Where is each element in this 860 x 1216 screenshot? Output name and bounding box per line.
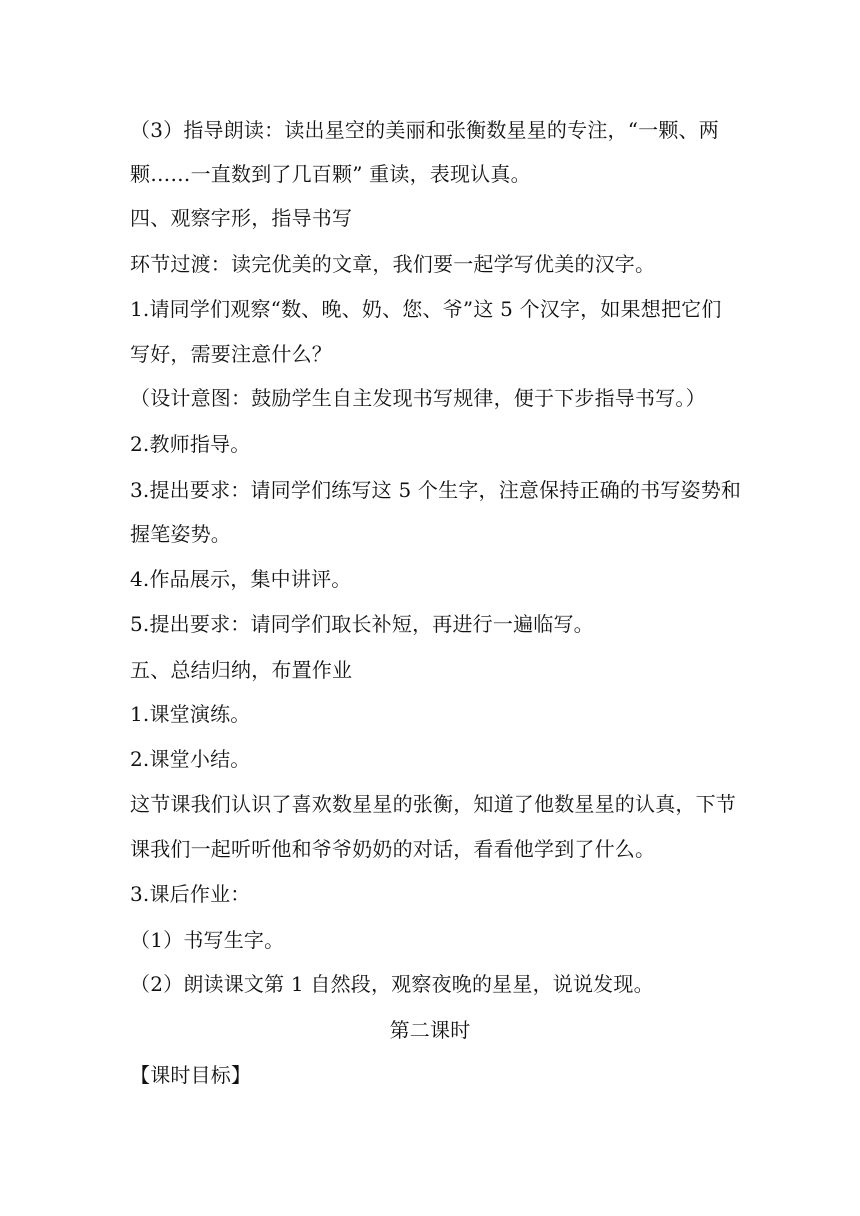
design-intent-note: （设计意图：鼓励学生自主发现书写规律，便于下步指导书写。）	[130, 386, 706, 410]
paragraph-guided-reading-2: 颗……一直数到了几百颗” 重读，表现认真。	[130, 162, 531, 186]
paragraph-transition: 环节过渡：读完优美的文章，我们要一起学写优美的汉字。	[130, 252, 656, 276]
paragraph-guided-reading-1: （3）指导朗读：读出星空的美丽和张衡数星星的专注，“一颗、两	[130, 118, 719, 142]
list-item-homework: 3.课后作业：	[130, 882, 251, 906]
summary-paragraph-line-1: 这节课我们认识了喜欢数星星的张衡，知道了他数星星的认真，下节	[130, 792, 736, 816]
list-item-summary: 2.课堂小结。	[130, 747, 251, 771]
list-item-5: 5.提出要求：请同学们取长补短，再进行一遍临写。	[130, 612, 594, 636]
section-heading-4: 四、观察字形，指导书写	[130, 206, 353, 230]
homework-item-1: （1）书写生字。	[130, 928, 285, 952]
list-item-1-line-1: 1.请同学们观察“数、晚、奶、您、爷”这 5 个汉字，如果想把它们	[130, 297, 722, 321]
lesson-objectives-heading: 【课时目标】	[130, 1063, 252, 1087]
list-item-2: 2.教师指导。	[130, 432, 251, 456]
summary-paragraph-line-2: 课我们一起听听他和爷爷奶奶的对话，看看他学到了什么。	[130, 837, 656, 861]
list-item-3-line-1: 3.提出要求：请同学们练写这 5 个生字，注意保持正确的书写姿势和	[130, 478, 742, 502]
list-item-practice: 1.课堂演练。	[130, 702, 251, 726]
list-item-3-line-2: 握笔姿势。	[130, 522, 231, 546]
lesson-title-second-period: 第二课时	[389, 1018, 471, 1042]
list-item-4: 4.作品展示，集中讲评。	[130, 567, 352, 591]
homework-item-2: （2）朗读课文第 1 自然段，观察夜晚的星星，说说发现。	[130, 972, 654, 996]
section-heading-5: 五、总结归纳，布置作业	[130, 658, 353, 682]
list-item-1-line-2: 写好，需要注意什么？	[130, 342, 332, 366]
